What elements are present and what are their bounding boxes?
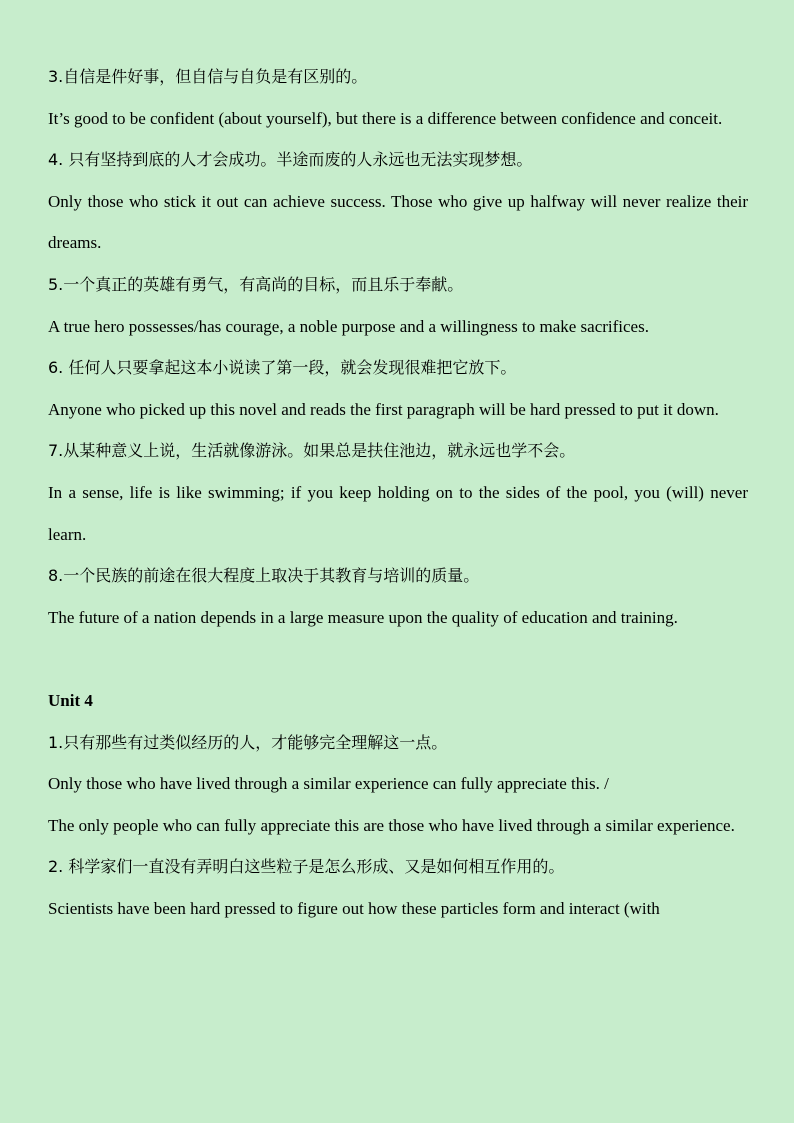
unit4-sentence-1-english-b: The only people who can fully appreciate this are those who have lived through a similar experience.	[48, 815, 735, 835]
sentence-4-english: Only those who stick it out can achieve success. Those who give up halfway will never realize their dreams.	[48, 191, 748, 253]
unit4-sentence-2-chinese: 2. 科学家们一直没有弄明白这些粒子是怎么形成、又是如何相互作用的。	[48, 857, 565, 877]
unit-4-heading: Unit 4	[48, 690, 93, 710]
sentence-6-english: Anyone who picked up this novel and reads the first paragraph will be hard pressed to put it down.	[48, 399, 719, 419]
sentence-5-chinese: 5.一个真正的英雄有勇气，有高尚的目标，而且乐于奉献。	[48, 274, 464, 294]
sentence-3-chinese: 3.自信是件好事，但自信与自负是有区别的。	[48, 67, 368, 86]
unit4-sentence-1-english-a: Only those who have lived through a similar experience can fully appreciate this. /	[48, 774, 609, 794]
unit4-sentence-1-chinese: 1.只有那些有过类似经历的人，才能够完全理解这一点。	[48, 732, 448, 752]
unit4-sentence-2-english: Scientists have been hard pressed to figure out how these particles form and interact (with	[48, 898, 660, 918]
sentence-8-chinese: 8.一个民族的前途在很大程度上取决于其教育与培训的质量。	[48, 566, 480, 586]
sentence-8-english: The future of a nation depends in a large measure upon the quality of education and training.	[48, 607, 678, 627]
sentence-6-chinese: 6. 任何人只要拿起这本小说读了第一段，就会发现很难把它放下。	[48, 358, 517, 378]
document-page	[48, 56, 748, 929]
sentence-3-english: It’s good to be confident (about yourself), but there is a difference between confidence and conceit.	[48, 108, 723, 128]
sentence-7-chinese: 7.从某种意义上说，生活就像游泳。如果总是扶住池边，就永远也学不会。	[48, 441, 576, 461]
sentence-5-english: A true hero possesses/has courage, a noble purpose and a willingness to make sacrifices.	[48, 316, 649, 336]
sentence-4-chinese: 4. 只有坚持到底的人才会成功。半途而废的人永远也无法实现梦想。	[48, 150, 533, 170]
section-spacer	[48, 638, 748, 680]
sentence-7-english: In a sense, life is like swimming; if you keep holding on to the sides of the pool, you (will) never learn.	[48, 482, 748, 544]
